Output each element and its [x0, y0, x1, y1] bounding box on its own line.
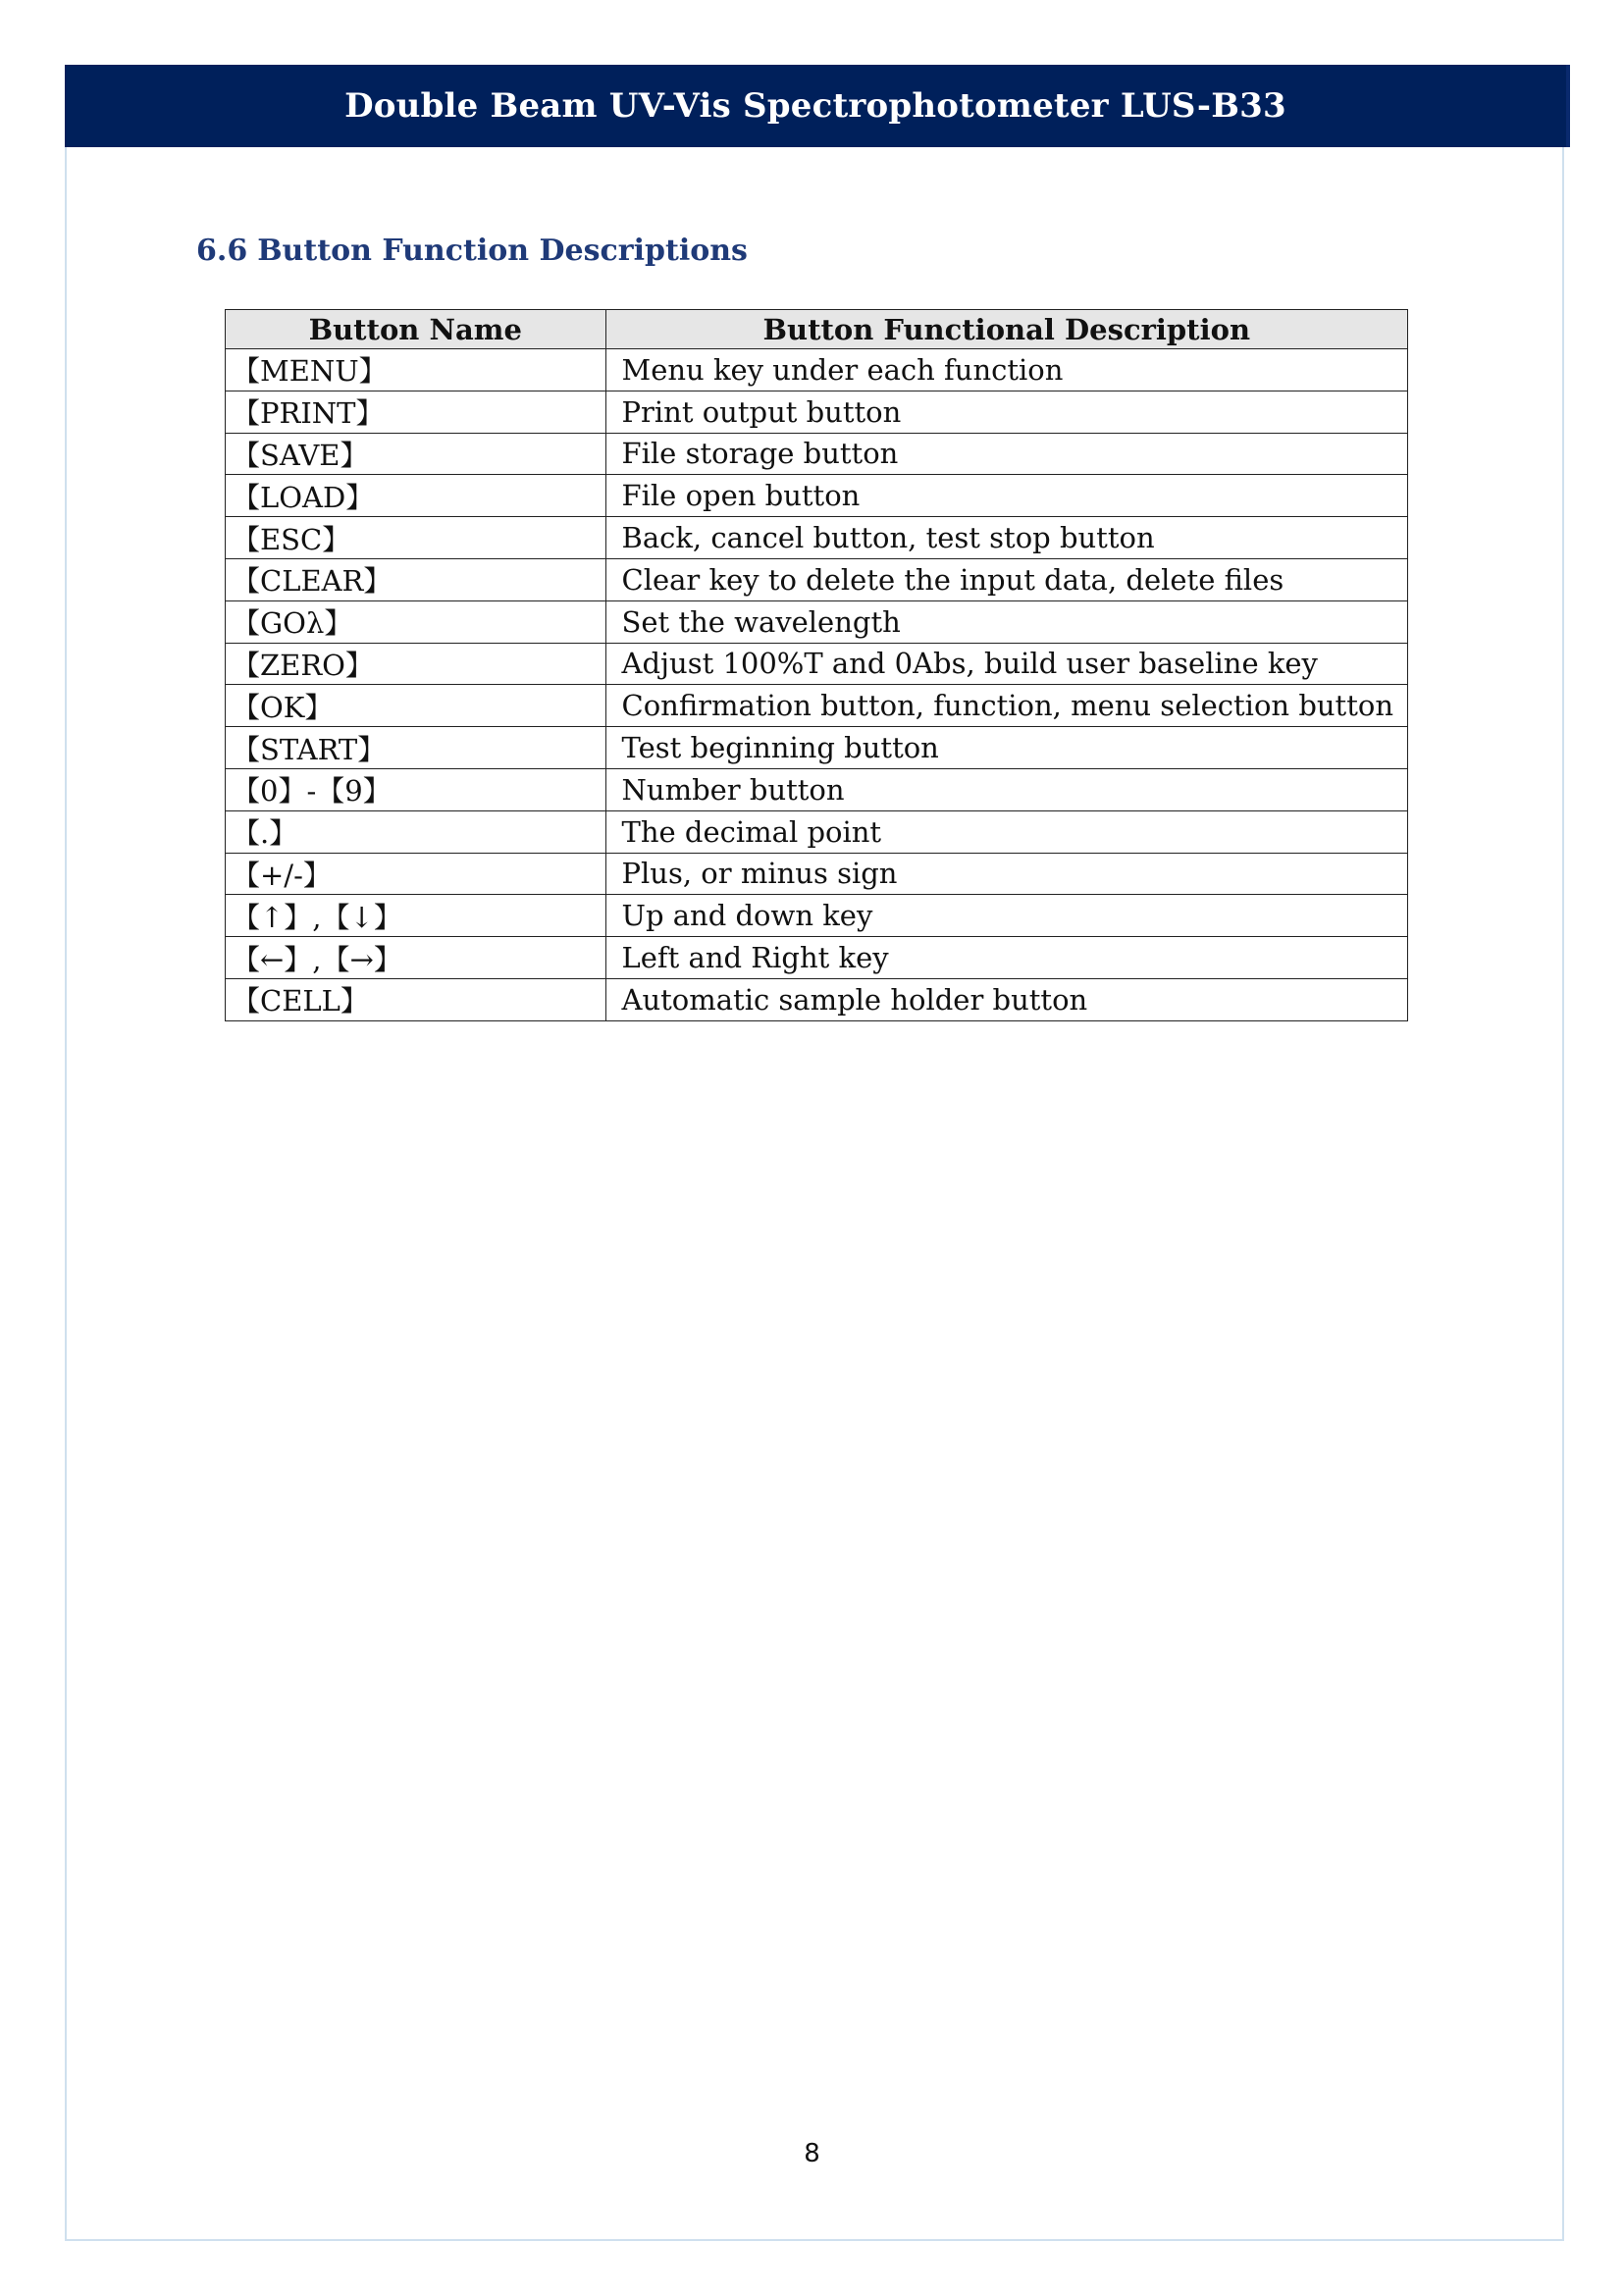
table-row	[226, 391, 1408, 433]
button-description-cell: Clear key to delete the input data, delete files	[605, 558, 1407, 600]
section-heading	[196, 234, 748, 268]
button-description-cell: Confirmation button, function, menu selection button	[605, 685, 1407, 727]
button-description-cell: Automatic sample holder button	[605, 978, 1407, 1020]
button-description-cell: Plus, or minus sign	[605, 853, 1407, 895]
button-name-cell: 【OK】	[226, 685, 606, 727]
table-row	[226, 895, 1408, 937]
table-row	[226, 349, 1408, 391]
button-description-cell: Print output button	[605, 391, 1407, 433]
button-name-cell: 【GOλ】	[226, 600, 606, 643]
table-row	[226, 853, 1408, 895]
table-row	[226, 685, 1408, 727]
section-number: 6.6	[196, 234, 248, 268]
button-description-cell: Adjust 100%T and 0Abs, build user baseline key	[605, 643, 1407, 685]
table-row	[226, 433, 1408, 475]
button-description-cell: Test beginning button	[605, 727, 1407, 769]
button-name-cell: 【+/-】	[226, 853, 606, 895]
document-header	[65, 65, 1570, 147]
button-description-cell: The decimal point	[605, 810, 1407, 853]
button-name-cell: 【↑】,【↓】	[226, 895, 606, 937]
column-header-button-name: Button Name	[226, 310, 606, 349]
table-row	[226, 475, 1408, 517]
column-header-description: Button Functional Description	[605, 310, 1407, 349]
button-description-cell: File open button	[605, 475, 1407, 517]
button-name-cell: 【.】	[226, 810, 606, 853]
button-name-cell: 【←】,【→】	[226, 937, 606, 979]
button-name-cell: 【PRINT】	[226, 391, 606, 433]
section-title: Button Function Descriptions	[257, 234, 748, 268]
button-description-cell: Number button	[605, 768, 1407, 810]
table-row	[226, 600, 1408, 643]
button-function-table	[225, 309, 1408, 1021]
table-row	[226, 937, 1408, 979]
table-row	[226, 558, 1408, 600]
button-name-cell: 【SAVE】	[226, 433, 606, 475]
table-row	[226, 978, 1408, 1020]
button-description-cell: Left and Right key	[605, 937, 1407, 979]
button-name-cell: 【CLEAR】	[226, 558, 606, 600]
button-name-cell: 【ZERO】	[226, 643, 606, 685]
button-description-cell: File storage button	[605, 433, 1407, 475]
button-description-cell: Up and down key	[605, 895, 1407, 937]
table-row	[226, 517, 1408, 559]
button-name-cell: 【LOAD】	[226, 475, 606, 517]
table-row	[226, 810, 1408, 853]
page-number: 8	[804, 2139, 820, 2168]
button-name-cell: 【CELL】	[226, 978, 606, 1020]
button-name-cell: 【ESC】	[226, 517, 606, 559]
table-row	[226, 727, 1408, 769]
button-description-cell: Set the wavelength	[605, 600, 1407, 643]
button-name-cell: 【MENU】	[226, 349, 606, 391]
table-row	[226, 768, 1408, 810]
button-name-cell: 【START】	[226, 727, 606, 769]
table-row	[226, 643, 1408, 685]
table-header-row	[226, 310, 1408, 349]
button-name-cell: 【0】-【9】	[226, 768, 606, 810]
document-title: Double Beam UV-Vis Spectrophotometer LUS-B33	[344, 86, 1286, 126]
button-description-cell: Back, cancel button, test stop button	[605, 517, 1407, 559]
button-description-cell: Menu key under each function	[605, 349, 1407, 391]
